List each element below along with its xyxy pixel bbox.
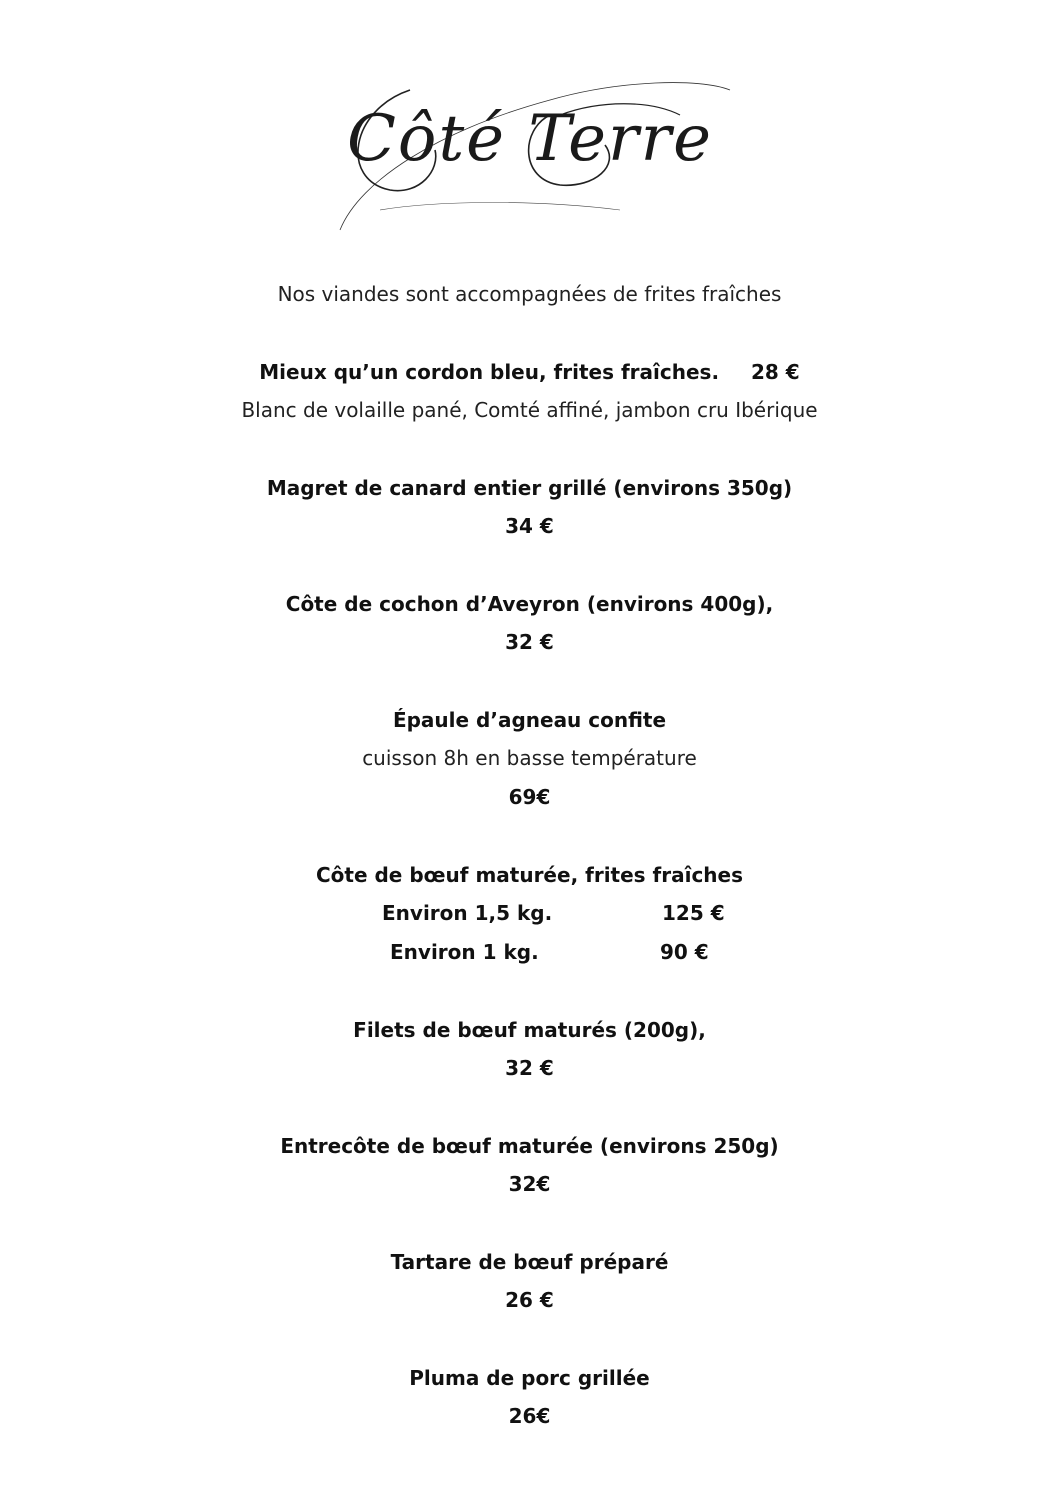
menu-item-price: 26 € [505, 1288, 554, 1312]
item-name: Mieux qu’un cordon bleu, frites fraîches. [259, 360, 720, 384]
option-label: Environ 1,5 kg. [382, 901, 553, 925]
menu-item-name: Tartare de bœuf préparé [390, 1250, 669, 1274]
menu-item-name: Côte de bœuf maturée, frites fraîches [315, 863, 744, 887]
menu-title-text: Côté Terre [346, 102, 714, 176]
menu-item-name: Filets de bœuf maturés (200g), [353, 1018, 706, 1042]
option-price: 125 € [662, 901, 725, 925]
menu-item-name: Magret de canard entier grillé (environs 350g) [266, 476, 793, 500]
item-price: 28 € [750, 360, 800, 384]
option-price: 90 € [660, 940, 709, 964]
intro-text: Nos viandes sont accompagnées de frites fraîches [277, 282, 782, 306]
menu-item-name: Pluma de porc grillée [409, 1366, 650, 1390]
menu-item-price: 32 € [505, 1056, 554, 1080]
menu-item-price: 32€ [508, 1172, 551, 1196]
option-label: Environ 1 kg. [390, 940, 539, 964]
menu-item-price: 34 € [505, 514, 554, 538]
menu-item-name [0, 358, 1059, 386]
menu-item-name: Épaule d’agneau confite [392, 708, 667, 732]
menu-item-price: 32 € [505, 630, 554, 654]
menu-item-price: 26€ [508, 1404, 551, 1428]
menu-item-description: Blanc de volaille pané, Comté affiné, jambon cru Ibérique [241, 398, 818, 422]
menu-item-name: Côte de cochon d’Aveyron (environs 400g), [285, 592, 774, 616]
menu-title [320, 60, 740, 240]
menu-item-name: Entrecôte de bœuf maturée (environs 250g) [280, 1134, 779, 1158]
menu-item-description: cuisson 8h en basse température [362, 746, 697, 770]
menu-item-price: 69€ [508, 785, 551, 809]
